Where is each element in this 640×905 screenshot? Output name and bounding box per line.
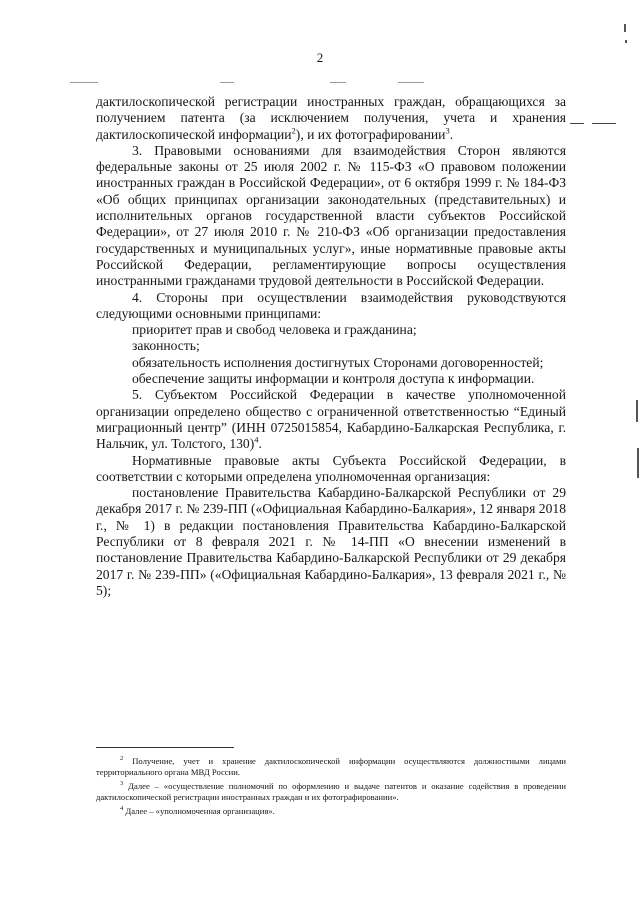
paragraph-text: . bbox=[449, 126, 454, 142]
footnote-text: Далее – «уполномоченная организация». bbox=[125, 805, 275, 816]
footnote-text: Далее – «осуществление полномочий по оформлению и выдаче патентов и оказание содействия в проведении дактилоскопической регистрации иностранных граждан и их фотографировании». bbox=[96, 780, 566, 803]
scan-edge-mark bbox=[636, 400, 638, 422]
scan-edge-mark bbox=[625, 40, 627, 43]
footnote bbox=[96, 806, 566, 817]
paragraph-text: дактилоскопической регистрации иностранных граждан, обращающихся за получением патента (за исключением получения, учета и хранения дактилоскопической информации bbox=[96, 94, 566, 142]
footnote-mark: 2 bbox=[120, 755, 124, 763]
scan-edge-mark bbox=[637, 448, 639, 478]
paragraph-normative-acts: Нормативные правовые акты Субъекта Российской Федерации, в соответствии с которыми определена уполномоченная организация: bbox=[96, 452, 566, 484]
footnote-text: Получение, учет и хранение дактилоскопической информации осуществляются должностными лицами территориального органа МВД России. bbox=[96, 756, 567, 778]
principle-item: обязательность исполнения достигнутых Сторонами договоренностей; bbox=[132, 354, 544, 370]
paragraph-5 bbox=[96, 387, 566, 452]
footnote-ref: 4 bbox=[254, 434, 259, 445]
paragraph-text: ), и их фотографировании bbox=[295, 126, 446, 142]
footnote bbox=[96, 756, 566, 779]
paragraph-3: 3. Правовыми основаниями для взаимодействия Сторон являются федеральные законы от 25 июля 2002 г. № 115-ФЗ «О правовом положении иностранных граждан в Российской Федерации», от 6 октября 1999 г. № 184-ФЗ «Об общих принципах организации законодательных (представительных) и исполнительных органов государственной власти субъектов Российской Федерации», от 27 июля 2010 г. № 210-ФЗ «Об организации предоставления государственных и муниципальных услуг», иные нормативные правовые акты Российской Федерации, регламентирующие вопросы осуществления иностранными гражданами трудовой деятельности в Российской Федерации. bbox=[96, 142, 566, 289]
scan-edge-mark bbox=[624, 24, 626, 32]
principle-item: обеспечение защиты информации и контроля доступа к информации. bbox=[132, 371, 535, 387]
document-body bbox=[96, 94, 566, 599]
paragraph-4: 4. Стороны при осуществлении взаимодействия руководствуются следующими основными принципами: bbox=[96, 289, 566, 321]
footnote-mark: 4 bbox=[120, 804, 124, 812]
footnote-mark: 3 bbox=[120, 779, 124, 787]
footnote bbox=[96, 781, 566, 804]
principle-item: приоритет прав и свобод человека и гражданина; bbox=[132, 322, 417, 338]
footnote-ref: 3 bbox=[445, 125, 450, 136]
principle-item: законность; bbox=[132, 338, 200, 354]
paragraph bbox=[96, 94, 566, 143]
paragraph-text: 5. Субъектом Российской Федерации в качестве уполномоченной организации определено общество с ограниченной ответственностью “Единый миграционный центр” (ИНН 0725015854, Кабардино-Балкарская Республика, г. Нальчик, ул. Толстого, 130) bbox=[96, 387, 566, 452]
paragraph-text: . bbox=[258, 436, 262, 452]
paragraph-resolution: постановление Правительства Кабардино-Балкарской Республики от 29 декабря 2017 г. № 239-ПП («Официальная Кабардино-Балкария», 12 января 2018 г., № 1) в редакции постановления Правительства Кабардино-Балкарской Республики от 8 февраля 2021 г. № 14-ПП «О внесении изменений в постановление Правительства Кабардино-Балкарской Республики от 29 декабря 2017 г. № 239-ПП» («Официальная Кабардино-Балкария», 13 февраля 2021 г., № 5); bbox=[96, 485, 566, 598]
footnotes bbox=[96, 756, 566, 819]
page-number: 2 bbox=[316, 50, 324, 65]
footnote-separator bbox=[96, 747, 234, 748]
footnote-ref: 2 bbox=[291, 125, 296, 136]
